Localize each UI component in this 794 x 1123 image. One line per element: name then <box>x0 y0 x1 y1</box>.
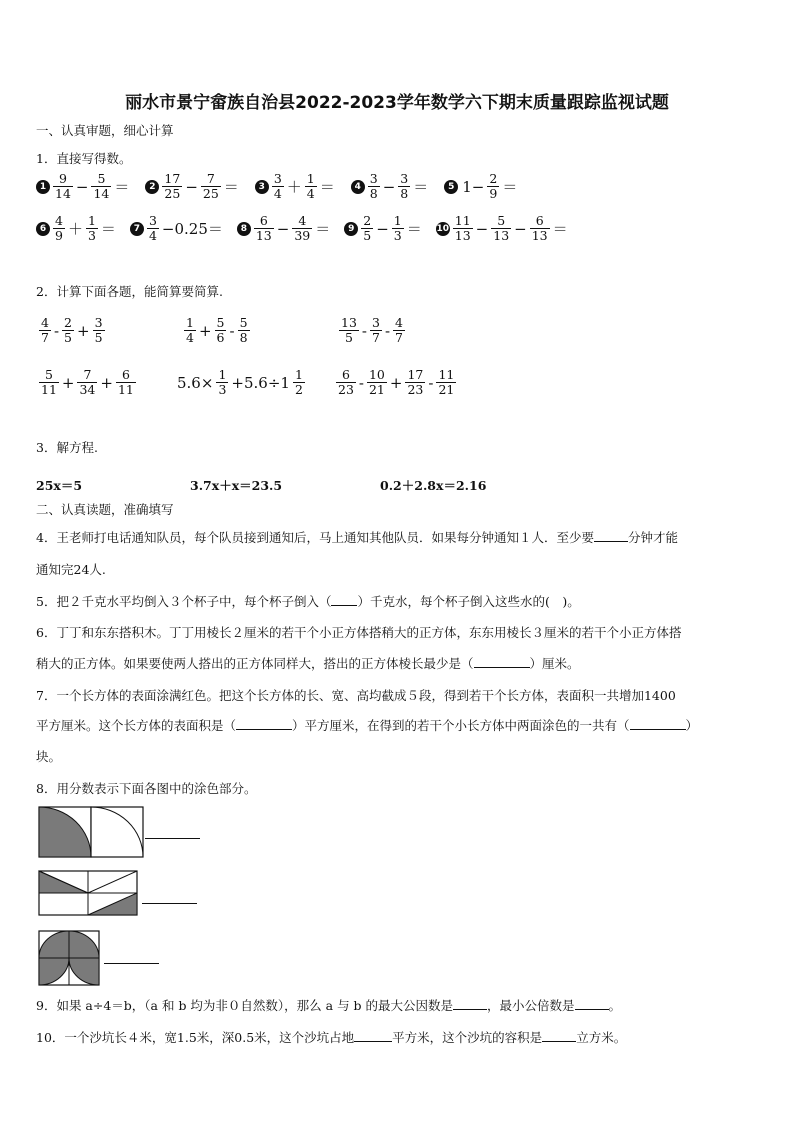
operator: − <box>75 177 89 196</box>
q9-text-c: 。 <box>608 998 622 1013</box>
operator: + <box>61 373 75 392</box>
fraction <box>393 316 405 346</box>
equation: 0.2＋2.8x＝2.16 <box>380 478 487 493</box>
section-2-heading: 二、认真读题，准确填写 <box>36 502 174 517</box>
numerator: 1 <box>218 367 227 382</box>
denominator: 7 <box>41 330 49 346</box>
section-1-heading: 一、认真审题，细心计算 <box>36 123 174 138</box>
denominator: 5 <box>344 330 353 346</box>
numerator: 1 <box>186 315 194 330</box>
fraction <box>162 172 182 202</box>
numerator: 17 <box>407 367 424 382</box>
operator: ＝ <box>114 178 130 197</box>
denominator: 7 <box>395 330 403 346</box>
q1-item <box>36 214 118 244</box>
q4-answer-blank[interactable] <box>594 541 628 542</box>
q2-expr <box>38 368 137 398</box>
q7-line-3: 块。 <box>36 749 62 764</box>
q9-line <box>36 996 621 1014</box>
q7-line-1: 7．一个长方体的表面涂满红色。把这个长方体的长、宽、高均截成５段，得到若干个长方体，表面积一共增加1400 <box>36 688 676 703</box>
operator: - <box>361 321 367 340</box>
q6-text-b: ）厘米。 <box>529 656 580 671</box>
item-number-badge: 1 <box>36 180 50 194</box>
item-number-badge: 8 <box>237 222 251 236</box>
numerator: 4 <box>395 315 403 330</box>
fraction <box>293 368 305 398</box>
numerator: 2 <box>489 171 498 186</box>
q7-text-a: 平方厘米。这个长方体的表面积是（ <box>36 718 237 733</box>
operator: - <box>384 321 391 340</box>
numerator: 5 <box>491 214 511 229</box>
q8-label: 8．用分数表示下面各图中的涂色部分。 <box>36 781 257 796</box>
q7-answer-blank-2[interactable] <box>630 729 686 730</box>
q4-text-b: 分钟才能 <box>627 530 678 545</box>
operator: ＝ <box>100 220 116 239</box>
operator: ＝ <box>223 178 239 197</box>
denominator: 4 <box>273 186 282 202</box>
denominator: 3 <box>87 228 96 244</box>
denominator: 23 <box>338 382 354 398</box>
operator: + <box>198 321 212 340</box>
q2-label: 2．计算下面各题，能简算要简算. <box>36 284 223 299</box>
q8-answer-line-2[interactable] <box>142 903 197 904</box>
fraction <box>39 316 51 346</box>
denominator: 13 <box>531 228 548 244</box>
fraction <box>361 214 373 244</box>
operator: ＝ <box>552 220 568 239</box>
q10-answer-blank-2[interactable] <box>542 1041 576 1042</box>
q2-expr <box>335 368 457 398</box>
item-number-badge: 5 <box>444 180 458 194</box>
fraction <box>216 368 228 398</box>
q9-answer-blank-2[interactable] <box>575 1009 609 1010</box>
fraction <box>62 316 74 346</box>
fraction <box>91 172 111 202</box>
denominator: 11 <box>41 382 57 398</box>
item-number-badge: 6 <box>36 222 50 236</box>
numerator: 6 <box>530 214 550 229</box>
q2-expr <box>183 316 251 346</box>
operator: - <box>358 373 364 392</box>
fraction <box>392 214 404 244</box>
q8-figure-2 <box>38 870 138 916</box>
q4-text-a: 4．王老师打电话通知队员，每个队员接到通知后，马上通知其他队员．如果每分钟通知１人．至少要 <box>36 530 594 545</box>
fraction <box>77 368 97 398</box>
numerator: 3 <box>369 171 378 186</box>
fraction <box>367 368 387 398</box>
q1-item <box>351 172 431 202</box>
fraction <box>53 214 65 244</box>
q1-item <box>145 172 240 202</box>
denominator: 6 <box>216 330 225 346</box>
denominator: 7 <box>371 330 380 346</box>
operator: + <box>100 373 113 392</box>
q1-item <box>436 214 570 244</box>
operator: 1− <box>462 177 485 196</box>
numerator: 2 <box>363 213 372 228</box>
denominator: 5 <box>64 330 72 346</box>
q1-item <box>344 214 424 244</box>
operator: − <box>276 219 290 238</box>
q7-line-2 <box>36 716 698 734</box>
operator: − <box>514 219 527 238</box>
fraction <box>201 172 221 202</box>
denominator: 2 <box>294 382 303 398</box>
denominator: 34 <box>79 382 96 398</box>
q1-item <box>36 172 131 202</box>
numerator: 5 <box>239 315 248 330</box>
q4-line-2: 通知完24人. <box>36 562 106 577</box>
numerator: 3 <box>148 213 157 228</box>
denominator: 23 <box>407 382 424 398</box>
denominator: 21 <box>438 382 455 398</box>
operator: ＝ <box>502 178 518 197</box>
numerator: 9 <box>53 172 73 187</box>
numerator: 3 <box>371 315 380 330</box>
fraction <box>238 316 250 346</box>
q1-item <box>237 214 332 244</box>
numerator: 4 <box>55 213 63 228</box>
operator: ＝ <box>319 178 335 197</box>
q6-line-1: 6．丁丁和东东搭积木。丁丁用棱长２厘米的若干个小正方体搭稍大的正方体，东东用棱长３厘米的若干个小正方体搭 <box>36 625 682 640</box>
numerator: 3 <box>94 315 103 330</box>
operator: ＋ <box>286 178 302 197</box>
q8-figure-1 <box>38 806 144 858</box>
numerator: 6 <box>254 214 274 229</box>
q5-answer-blank[interactable] <box>331 605 357 606</box>
q1-item <box>130 214 225 244</box>
denominator: 8 <box>369 186 378 202</box>
fraction <box>339 316 359 346</box>
numerator: 7 <box>201 172 221 187</box>
page-title: 丽水市景宁畲族自治县2022-2023学年数学六下期末质量跟踪监视试题 <box>125 93 669 113</box>
fraction <box>184 316 196 346</box>
q9-text-b: ，最小公倍数是 <box>487 998 575 1013</box>
operator: − <box>382 177 396 196</box>
fraction <box>368 172 380 202</box>
numerator: 1 <box>306 171 315 186</box>
numerator: 11 <box>454 213 471 228</box>
denominator: 39 <box>294 228 311 244</box>
fraction <box>215 316 227 346</box>
q10-text-c: 立方米。 <box>576 1030 627 1045</box>
denominator: 21 <box>368 382 385 398</box>
denominator: 8 <box>400 186 409 202</box>
numerator: 4 <box>292 214 312 229</box>
q5-text-a: 5．把２千克水平均倒入３个杯子中，每个杯子倒入（ <box>36 594 332 609</box>
q7-text-b: ）平方厘米，在得到的若干个小长方体中两面涂色的一共有（ <box>292 718 630 733</box>
fraction <box>491 214 511 244</box>
q6-text-a: 稍大的正方体。如果要使两人搭出的正方体同样大，搭出的正方体棱长最少是（ <box>36 656 474 671</box>
denominator: 25 <box>164 186 181 202</box>
item-number-badge: 10 <box>436 223 450 234</box>
numerator: 10 <box>368 367 385 382</box>
item-number-badge: 7 <box>130 222 144 236</box>
denominator: 4 <box>306 186 315 202</box>
denominator: 13 <box>454 228 471 244</box>
denominator: 3 <box>393 228 402 244</box>
q10-text-a: 10．一个沙坑长４米，宽1.5米，深0.5米，这个沙坑占地 <box>36 1030 355 1045</box>
operator: − <box>376 219 389 238</box>
operator: - <box>229 321 235 340</box>
numerator: 1 <box>87 213 96 228</box>
numerator: 17 <box>164 171 181 186</box>
fraction <box>272 172 284 202</box>
operator: −0.25＝ <box>161 220 223 239</box>
numerator: 3 <box>400 171 409 186</box>
operator: + <box>76 321 90 340</box>
item-number-badge: 4 <box>351 180 365 194</box>
q8-figure-3 <box>38 930 100 986</box>
fraction <box>292 214 312 244</box>
item-number-badge: 9 <box>344 222 358 236</box>
fraction <box>39 368 59 398</box>
operator: 5.6× <box>177 373 214 392</box>
operator: ＝ <box>406 220 422 239</box>
numerator: 4 <box>41 315 49 330</box>
fraction <box>405 368 425 398</box>
q8-answer-line-3[interactable] <box>104 963 159 964</box>
denominator: 4 <box>186 330 194 346</box>
denominator: 3 <box>218 382 227 398</box>
q10-text-b: 平方米，这个沙坑的容积是 <box>392 1030 543 1045</box>
q1-row-2 <box>36 214 582 244</box>
q3-label: 3．解方程. <box>36 440 98 455</box>
q10-line <box>36 1028 626 1046</box>
numerator: 5 <box>91 172 111 187</box>
denominator: 14 <box>55 186 71 202</box>
fraction <box>487 172 499 202</box>
denominator: 9 <box>55 228 63 244</box>
fraction <box>370 316 382 346</box>
denominator: 13 <box>493 228 510 244</box>
q2-expr <box>338 316 406 346</box>
numerator: 1 <box>393 213 402 228</box>
fraction <box>86 214 98 244</box>
denominator: 25 <box>202 186 219 202</box>
q7-answer-blank-1[interactable] <box>236 729 292 730</box>
fraction <box>254 214 274 244</box>
q1-row-1 <box>36 172 533 202</box>
denominator: 11 <box>117 382 134 398</box>
operator: - <box>53 321 60 340</box>
q2-expr <box>38 316 106 346</box>
q4-line-1 <box>36 528 678 546</box>
q9-text-a: 9．如果 a÷4＝b，（a 和 b 均为非０自然数），那么 a 与 b 的最大公因数是 <box>36 998 454 1013</box>
denominator: 13 <box>255 228 272 244</box>
q1-label: 1．直接写得数。 <box>36 151 132 166</box>
q1-item <box>255 172 337 202</box>
numerator: 2 <box>64 315 72 330</box>
denominator: 4 <box>148 228 157 244</box>
numerator: 13 <box>341 315 357 330</box>
item-number-badge: 2 <box>145 180 159 194</box>
fraction <box>305 172 317 202</box>
fraction <box>453 214 473 244</box>
fraction <box>436 368 456 398</box>
fraction <box>53 172 73 202</box>
q8-answer-line-1[interactable] <box>145 838 200 839</box>
q6-line-2 <box>36 654 580 672</box>
fraction <box>336 368 356 398</box>
numerator: 3 <box>273 171 282 186</box>
numerator: 7 <box>77 368 97 383</box>
q7-text-c: ） <box>685 718 699 733</box>
q6-answer-blank[interactable] <box>474 667 530 668</box>
operator: ＝ <box>315 220 331 239</box>
operator: − <box>185 177 198 196</box>
fraction <box>530 214 550 244</box>
fraction <box>398 172 410 202</box>
denominator: 8 <box>239 330 248 346</box>
denominator: 9 <box>489 186 498 202</box>
numerator: 5 <box>216 315 225 330</box>
operator: − <box>475 219 489 238</box>
operator: ＋ <box>67 220 83 239</box>
denominator: 5 <box>94 330 103 346</box>
q9-answer-blank-1[interactable] <box>453 1009 487 1010</box>
denominator: 14 <box>93 186 110 202</box>
item-number-badge: 3 <box>255 180 269 194</box>
q10-answer-blank-1[interactable] <box>354 1041 392 1042</box>
equation: 3.7x＋x＝23.5 <box>190 478 283 493</box>
equation: 25x＝5 <box>36 478 83 493</box>
fraction <box>93 316 105 346</box>
numerator: 11 <box>438 367 455 382</box>
operator: + <box>389 373 403 392</box>
numerator: 5 <box>39 368 59 383</box>
operator: +5.6÷1 <box>231 373 290 392</box>
q2-expr <box>175 368 306 398</box>
q5-line <box>36 592 580 610</box>
numerator: 6 <box>336 368 356 383</box>
denominator: 5 <box>363 228 372 244</box>
numerator: 1 <box>294 367 303 382</box>
q5-text-b: ）千克水，每个杯子倒入这些水的( )。 <box>357 594 580 609</box>
operator: - <box>428 373 434 392</box>
operator: ＝ <box>413 178 429 197</box>
fraction <box>116 368 136 398</box>
fraction <box>147 214 159 244</box>
numerator: 6 <box>116 368 136 383</box>
q1-item <box>444 172 519 202</box>
